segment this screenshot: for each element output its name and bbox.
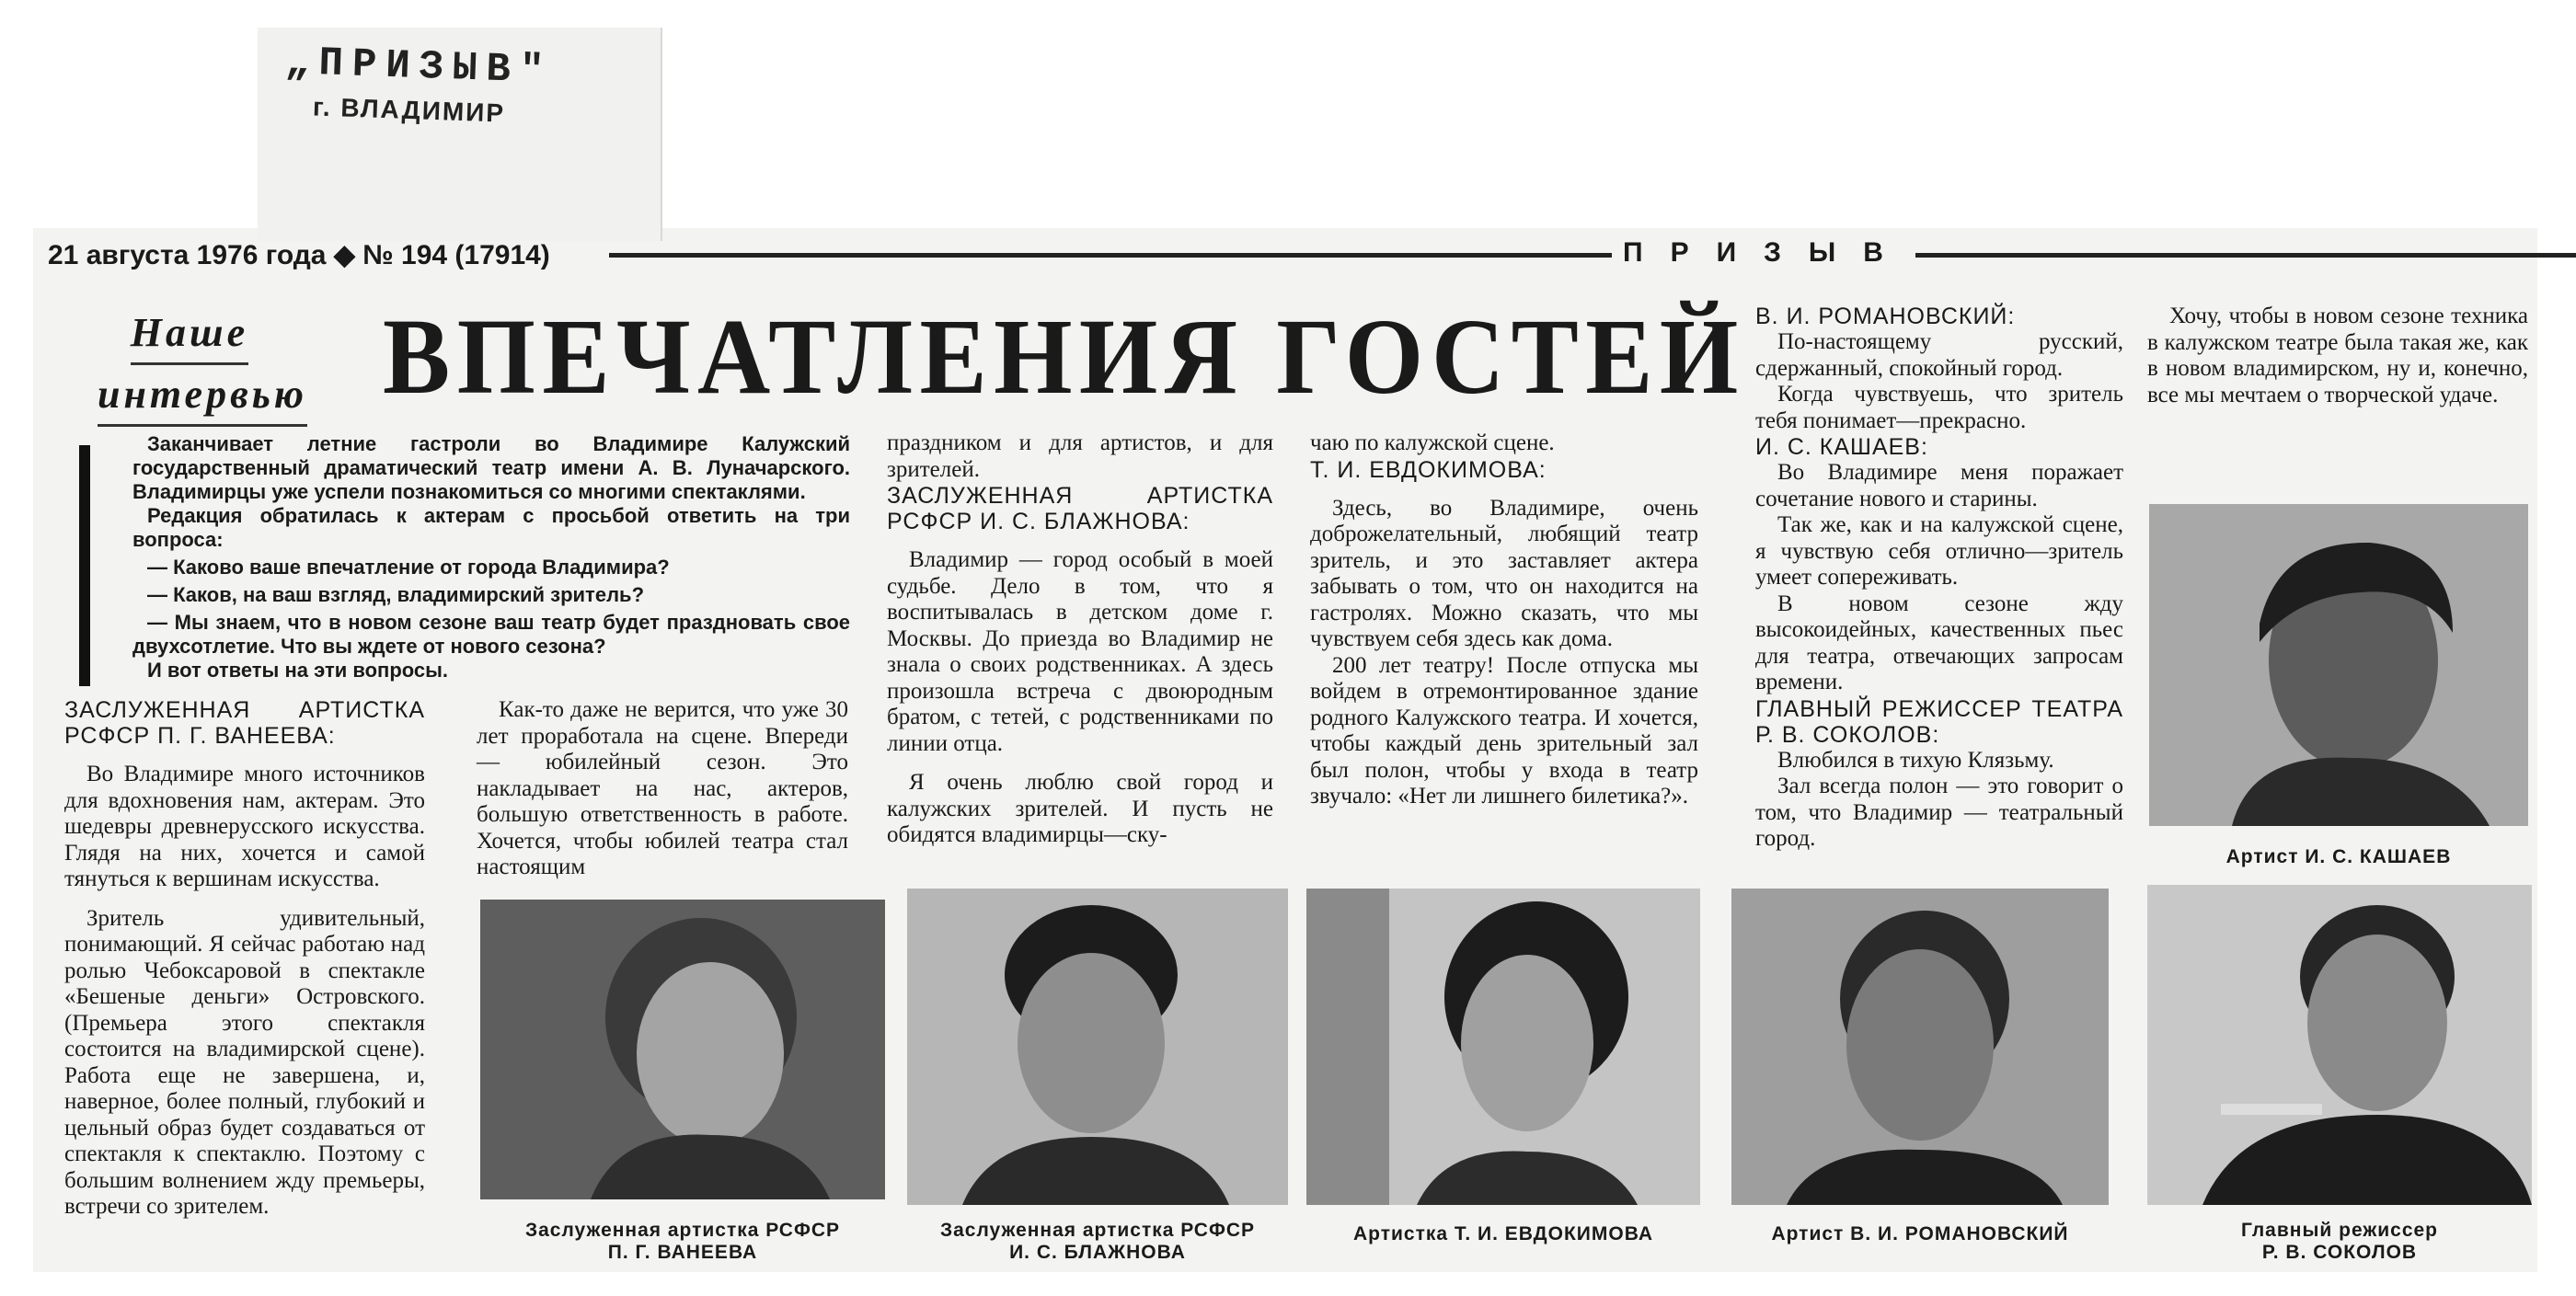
speaker-name: Т. И. ЕВДОКИМОВА:	[1310, 456, 1547, 483]
photo-caption	[907, 1220, 1288, 1264]
caption-line: Заслуженная артистка РСФСР	[939, 1220, 1256, 1241]
body-paragraph: Хочу, чтобы в новом сезоне техника в калужском театре была такая же, как в новом владимирском, ну и, конечно, все мы мечтаем о творческой удаче.	[2147, 304, 2528, 407]
photo-caption: Артист И. С. КАШАЕВ	[2225, 846, 2452, 867]
caption-line: И. С. БЛАЖНОВА	[1009, 1242, 1186, 1263]
masthead-rule	[1915, 253, 2576, 258]
speaker-name: ГЛАВНЫЙ РЕЖИССЕР ТЕАТРА Р. В. СОКОЛОВ:	[1755, 695, 2123, 748]
speaker-name: В. И. РОМАНОВСКИЙ:	[1755, 304, 2016, 329]
column-4	[1310, 430, 1698, 810]
column-5	[1755, 304, 2123, 853]
lead-question: — Мы знаем, что в новом сезоне ваш театр будет праздновать свое двухсотлетие. Что вы ждете от нового сезона?	[132, 611, 850, 658]
body-paragraph: Зритель удивительный, понимающий. Я сейчас работаю над ролью Чебоксаровой в спектакле «Бешеные деньги» Островского. (Премьера этого спектакля состоится на владимирской сцене). Работа еще не завершена, и, наверное, более полный, глубокий и цельный образ будет создаваться от спектакля к спектаклю. Поэтому с большим волнением жду премьеры, встречи со зрителем.	[64, 905, 425, 1219]
caption-line: Р. В. СОКОЛОВ	[2261, 1242, 2418, 1263]
masthead-rule	[609, 253, 1612, 258]
photo-romanovsky	[1731, 889, 2109, 1205]
lead-paragraph	[132, 432, 850, 682]
body-paragraph: По-настоящему русский, сдержанный, спокойный город.	[1755, 329, 2123, 381]
photo-blazhnova	[907, 889, 1288, 1205]
newspaper-title: ПРИЗЫВ	[1623, 237, 1911, 268]
body-paragraph: Влюбился в тихую Клязьму.	[1777, 747, 2054, 773]
photo-caption	[480, 1220, 885, 1264]
photo-caption: Артистка Т. И. ЕВДОКИМОВА	[1352, 1223, 1653, 1244]
body-paragraph: 200 лет театру! После отпуска мы войдем в отремонтированное здание родного Калужского театра. И хочется, чтобы каждый день зрительный зал был полон, чтобы у входа в театр звучало: «Нет ли лишнего билетика?».	[1310, 652, 1698, 809]
column-3	[887, 430, 1273, 849]
body-paragraph: Владимир — город особый в моей судьбе. Дело в том, что я воспитывалась в детском доме г. Москвы. До приезда во Владимир не знала о своих родственниках. А здесь произошла встреча с двоюродным братом, с тетей, с родственниками по линии отца.	[887, 547, 1273, 756]
lead-closing: И вот ответы на эти вопросы.	[147, 659, 449, 682]
body-paragraph: В новом сезоне жду высокоидейных, качественных пьес для театра, отвечающих запросам времени.	[1755, 591, 2123, 694]
lead-bar	[79, 445, 90, 686]
photo-vaneeva	[480, 900, 885, 1199]
stamp-city: г. ВЛАДИМИР	[312, 92, 506, 128]
body-paragraph: Как-то даже не верится, что уже 30 лет проработала на сцене. Впереди — юбилейный сезон. Это накладывает на нас, актеров, большую ответственность в работе. Хочется, чтобы юбилей театра стал настоящим	[477, 697, 848, 879]
lead-question: — Каков, на ваш взгляд, владимирский зритель?	[147, 583, 645, 606]
lead-question: — Каково ваше впечатление от города Владимира?	[147, 556, 670, 579]
body-paragraph: Я очень люблю свой город и калужских зрителей. И пусть не обидятся владимирцы—ску-	[887, 770, 1273, 847]
rubric	[98, 304, 307, 427]
caption-line: Заслуженная артистка РСФСР	[524, 1220, 841, 1241]
stamp-newspaper-name: „ПРИЗЫВ"	[284, 39, 555, 96]
caption-line: Главный режиссер	[2240, 1220, 2439, 1241]
body-paragraph: Во Владимире меня поражает сочетание нового и старины.	[1755, 460, 2123, 511]
column-6	[2147, 304, 2528, 408]
speaker-name: ЗАСЛУЖЕННАЯ АРТИСТКА РСФСР И. С. БЛАЖНОВА:	[887, 483, 1273, 534]
body-paragraph: праздником и для артистов, и для зрителей.	[887, 430, 1273, 482]
body-paragraph: Когда чувствуешь, что зритель тебя понимает—прекрасно.	[1755, 382, 2123, 433]
body-paragraph: Так же, как и на калужской сцене, я чувствую себя отлично—зритель умеет сопереживать.	[1755, 512, 2123, 590]
rubric-line: интервью	[98, 365, 307, 427]
body-paragraph: Зал всегда полон — это говорит о том, что Владимир — театральный город.	[1755, 774, 2123, 851]
headline: ВПЕЧАТЛЕНИЯ ГОСТЕЙ	[383, 296, 1745, 417]
photo-kashaev	[2149, 504, 2528, 826]
column-2	[477, 697, 848, 881]
speaker-name: И. С. КАШАЕВ:	[1755, 434, 1928, 460]
body-paragraph: чаю по калужской сцене.	[1310, 430, 1555, 455]
photo-sokolov	[2147, 885, 2532, 1205]
lead-intro: Заканчивает летние гастроли во Владимире Калужский государственный драматический театр имени А. В. Луначарского. Владимирцы уже успели познакомиться со многими спектаклями.	[132, 432, 850, 503]
photo-caption	[2147, 1220, 2532, 1264]
masthead	[48, 235, 2532, 272]
photo-caption: Артист В. И. РОМАНОВСКИЙ	[1771, 1223, 2069, 1244]
body-paragraph: Во Владимире много источников для вдохновения нам, актерам. Это шедевры древнерусского искусства. Глядя на них, хочется и самой тянуться к вершинам искусства.	[64, 762, 425, 891]
photo-evdokimova	[1306, 889, 1700, 1205]
column-1	[64, 697, 425, 1221]
issue-date-number: 21 августа 1976 года ◆ № 194 (17914)	[48, 240, 550, 270]
caption-line: П. Г. ВАНЕЕВА	[607, 1242, 758, 1263]
rubric-line: Наше	[131, 304, 248, 365]
body-paragraph: Здесь, во Владимире, очень доброжелательный, любящий театр зритель, и это заставляет актера забывать о том, что он находится на гастролях. Можно сказать, что мы чувствуем себя здесь как дома.	[1310, 495, 1698, 651]
speaker-name: ЗАСЛУЖЕННАЯ АРТИСТКА РСФСР П. Г. ВАНЕЕВА:	[64, 697, 425, 749]
lead-request: Редакция обратилась к актерам с просьбой ответить на три вопроса:	[132, 504, 850, 551]
